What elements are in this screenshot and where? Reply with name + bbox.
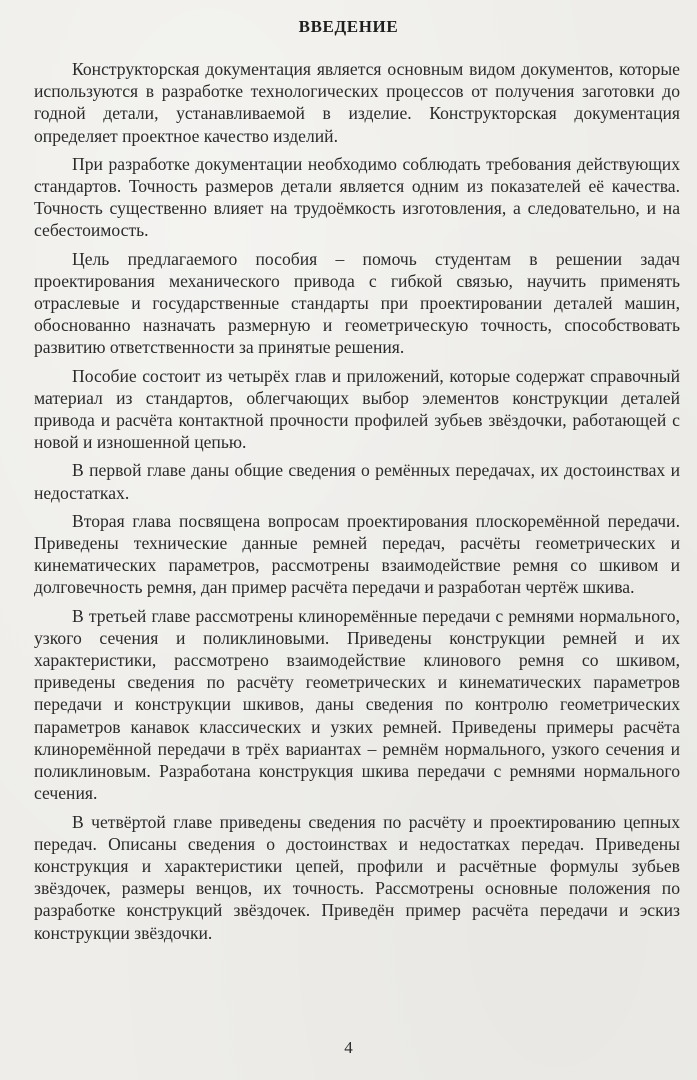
page-title: ВВЕДЕНИЕ (298, 17, 399, 36)
page-number: 4 (344, 1038, 353, 1057)
paragraph-8: В четвёртой главе приведены сведения по расчёту и проектированию цепных передач. Описаны сведения о достоинствах и недостатках передач. Приведены конструкция и характеристики цепей, профили и расчётные формулы зубьев звёздочек, размеры венцов, их точность. Рассмотрены основные положения по разработке конструкций звёздочек. Приведён пример расчёта передачи и эскиз конструкции звёздочки. (34, 811, 680, 943)
paragraph-7: В третьей главе рассмотрены клиноремённые передачи с ремнями нормального, узкого сечения и поликлиновыми. Приведены конструкции ремней и их характеристики, рассмотрено взаимодействие клинового ремня со шкивом, приведены сведения по расчёту геометрических и кинематических параметров передачи и конструкции шкивов, даны сведения по контролю геометрических параметров канавок классических и узких ремней. Приведены примеры расчёта клиноремённой передачи в трёх вариантах – ремнём нормального, узкого сечения и поликлиновым. Разработана конструкция шкива передачи с ремнями нормального сечения. (34, 605, 680, 804)
document-body (34, 58, 680, 950)
paragraph-6: Вторая глава посвящена вопросам проектирования плоскоремённой передачи. Приведены технические данные ремней передач, расчёты геометрических и кинематических параметров, рассмотрены взаимодействие ремня со шкивом и долговечность ремня, дан пример расчёта передачи и разработан чертёж шкива. (34, 510, 680, 598)
paragraph-5: В первой главе даны общие сведения о ремённых передачах, их достоинствах и недостатках. (34, 460, 680, 503)
paragraph-3: Цель предлагаемого пособия – помочь студентам в решении задач проектирования механического привода с гибкой связью, научить применять отраслевые и государственные стандарты при проектировании деталей машин, обоснованно назначать размерную и геометрическую точность, способствовать развитию ответственности за принятые решения. (34, 248, 680, 358)
paragraph-1: Конструкторская документация является основным видом документов, которые используются в разработке технологических процессов от получения заготовки до годной детали, устанавливаемой в изделие. Конструкторская документация определяет проектное качество изделий. (34, 59, 680, 146)
paragraph-4: Пособие состоит из четырёх глав и приложений, которые содержат справочный материал из стандартов, облегчающих выбор элементов конструкции деталей привода и расчёта контактной прочности профилей зубьев звёздочки, работающей с новой и изношенной цепью. (34, 365, 680, 453)
paragraph-2: При разработке документации необходимо соблюдать требования действующих стандартов. Точность размеров детали является одним из показателей её качества. Точность существенно влияет на трудоёмкость изготовления, а следовательно, и на себестоимость. (34, 153, 680, 241)
